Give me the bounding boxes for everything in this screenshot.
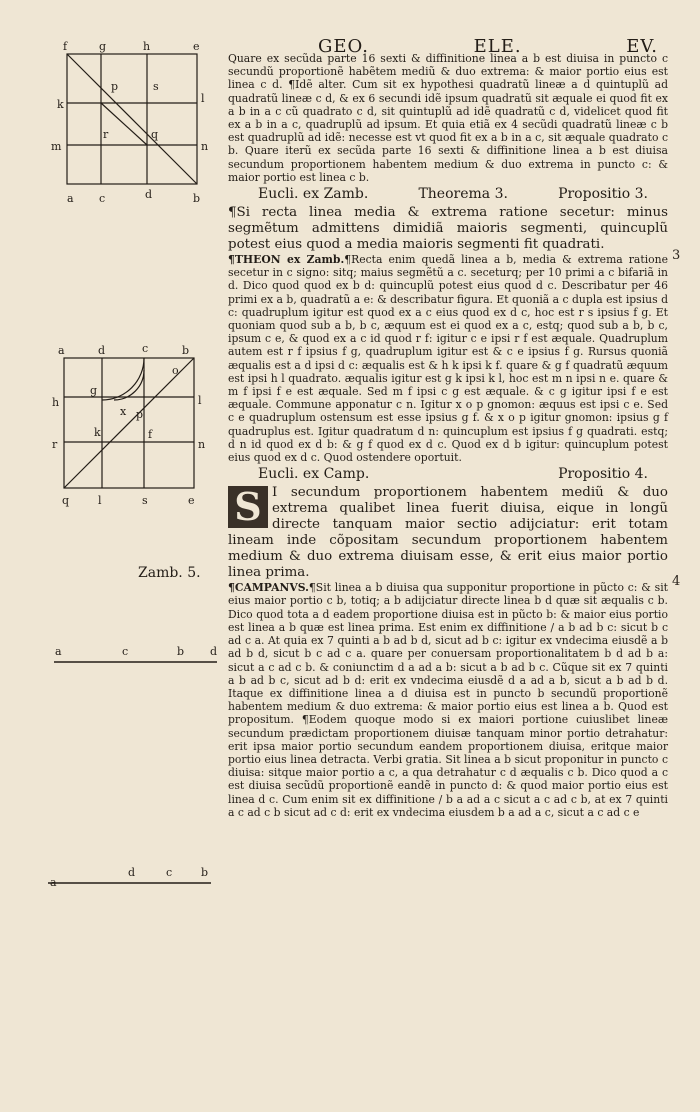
fig1-label-g: g [99,40,107,53]
fig3-label-c: c [122,645,129,658]
fig1-label-f: f [63,40,68,53]
section1-body: ¶Recta enim quedã linea a b, media & extrema ratione secetur in c signo: sitq; maius segmẽtũ a c. seceturq; per 10 primi a c bifariã in d. Dico quod quod ex b d: quincuplũ potest eius quod d c. Describatur per 46 primi ex a b, quadratũ a e: & describatur figura. Et quoniã a c dupla est ipsius d c: quadruplum igitur est quod ex a c eius quod ex d c, hoc est r s ipsius f g. Et quoniam quod sub a b, b c, æquum est ei quod ex a c, estq; quod sub a b, b c, ipsum c e, & quod ex a c id quod r f: igitur c e ipsi r f est æquale. Quadruplum autem est r f ipsius f g, quadruplum igitur est & c e ipsius f g. Rursus quoniã æqualis est a d ipsi d c: æqualis est & h k ipsi k f. quare & g f quadratũ æquum est ipsi h l quadrato. æqualis igitur est g k ipsi k l, hoc est m n ipsi n e. quare & m f ipsi f e est æquale. Sed m f ipsi c g est æquale. & c g igitur ipsi f e est æquale. Commune apponatur c n. Igitur x o p gnomon: æquus est ipsi c e. Sed c e quadruplum ostensum est esse ipsius g f. & x o p igitur gnomon: ipsius g f quadruplus est. Igitur quadratum d n: quincuplum est ipsius f g quadrati. estq; d n id quod ex d b: & g f quod ex d c. Quod ex d b igitur: quincuplum potest eius quod ex d c. Quod ostendere oportuit. [228,253,669,465]
header-left: GEO. [318,36,369,57]
margin-label-zamb: Zamb. 5. [138,565,201,581]
fig1-label-q: q [151,128,159,141]
fig3-label-d: d [210,645,218,658]
figure-square-1 [51,40,215,210]
fig2-label-b: b [182,344,190,357]
fig1-label-a: a [67,192,74,205]
section1-heading-right: Propositio 3. [558,186,648,203]
section1-enunciation: ¶Si recta linea media & extrema ratione secetur: minus segmẽtum admittens dimidiã maioris segmenti, quincuplũ potest eius quod a media maioris segmenti fit quadrati. [228,205,668,253]
figure-line-1 [52,640,222,670]
margin-number-3: 3 [672,248,681,263]
fig2-label-r: r [52,438,58,451]
fig2-label-f: f [148,428,153,441]
header-right: EV. [626,36,658,57]
section2-campanus [228,581,668,819]
fig2-label-n: n [198,438,206,451]
fig2-label-q: q [62,494,70,507]
fig2-label-l2: l [98,494,102,507]
section2-enunciation [228,485,668,581]
section2-body: ¶Sit linea a b diuisa qua supponitur proportione in pũcto c: & sit eius maior portio c b, totiq; a b adijciatur directe linea b d quæ sit æqualis c b. Dico quod tota a d eadem proportione diuisa est in pũcto b: & maior eius portio est linea a b quæ est linea prima. Est enim ex diffinitione / a b ad b c: sicut b c ad c a. At quia ex 7 quinti a b ad b d, sicut ad b c: igitur ex vndecima eiusdẽ a b ad b d, sicut b c ad c a. quare per conuersam proportionalitatem b d ad b a: sicut a c ad c b. & coniunctim d a ad a b: sicut a b ad b c. Cũque sit ex 7 quinti a b ad b c, sicut ad b d: erit ex vndecima eiusdẽ d a ad a b, sicut a b ad b d. Itaque ex diffinitione linea a d diuisa est in puncto b secundũ proportionẽ habentem medium & duo extrema: & maior portio eius est linea a b. Quod est propositum. ¶Eodem quoque modo si ex maiori portione cuiuslibet lineæ secundum prædictam proportionem diuisæ tanquam minor portio detrahatur: erit ipsa maior portio secundum eandem proportionem diuisa, eritque maior portio eius linea detracta. Verbi gratia. Sit linea a b sicut proponitur in puncto c diuisa: sitque maior portio a c, a qua detrahatur c d æqualis c b. Dico quod a c est diuisa secũdũ proportionẽ eandẽ in puncto d: & quod maior portio eius est linea d c. Cum enim sit ex diffinitione / b a ad a c sicut a c ad c b, at ex 7 quinti a c ad c b sicut ad c d: erit ex vndecima eiusdem b a ad a c, sicut a c ad c e [228,581,668,819]
fig1-label-e: e [193,40,200,53]
fig1-label-c: c [99,192,106,205]
section2-enunciation-text: I secundum proportionem habentem mediũ & duo extrema qualibet linea fuerit diuisa, eique in longũ directe tanquam maior sectio adijciatur: erit totam lineam inde cõpositam secundum proportionem habentem medium & duo extrema diuisam esse, & erit eius maior portio linea prima. [228,485,668,581]
fig1-label-m: m [51,140,62,153]
fig2-label-g: g [90,384,98,397]
fig3-label-a: a [55,645,62,658]
theon-label: ¶THEON ex Zamb. [228,253,345,267]
section2-heading-right: Propositio 4. [558,466,648,483]
campanus-label: ¶CAMPANVS. [228,581,309,595]
header-middle: ELE. [473,36,522,57]
fig2-label-e: e [188,494,195,507]
section2-heading [228,466,668,483]
paragraph-intro: Quare ex secũda parte 16 sexti & diffinitione linea a b est diuisa in puncto c secundũ proportionẽ habẽtem mediũ & duo extrema: & maior portio eius est linea c d. ¶Idẽ alter. Cum sit ex hypothesi quadratũ lineæ a d quintuplũ ad quadratũ lineæ c d, & ex 6 secundi idẽ ipsum quadratũ sit æquale ei quod fit ex a b in a c cũ quadrato c d, sit quintuplũ ad idẽ quadratũ c d, videlicet quod fit ex a b in a c, quadruplũ ad ipsum. Et quia etiã ex 4 secũdi quadratũ lineæ c b est quadruplũ ad idẽ: necesse est vt quod fit ex a b in a c, sit æquale quadrato c b. Quare iterũ ex secũda parte 16 sexti & diffinitione linea a b est diuisa secundum proportionem habentem medium & duo extrema in puncto c: & maior portio est linea c b. [228,52,668,184]
fig2-label-c: c [142,342,149,355]
fig1-label-p: p [111,80,119,93]
fig2-label-s: s [142,494,148,507]
section1-theon [228,253,668,464]
figure-square-2 [52,340,217,510]
fig2-label-p: p [136,408,144,421]
section2-heading-left: Eucli. ex Camp. [258,466,370,483]
section1-heading-left: Eucli. ex Zamb. [258,186,369,203]
fig2-label-a: a [58,344,65,357]
fig4-label-c: c [166,866,173,879]
fig2-label-h: h [52,396,60,409]
dropcap-letter: S [228,486,268,528]
main-text-column [228,52,668,819]
fig1-label-s: s [153,80,159,93]
fig1-label-b: b [193,192,201,205]
section1-heading-mid: Theorema 3. [418,186,508,203]
fig2-label-d: d [98,344,106,357]
fig2-label-l: l [198,394,202,407]
margin-number-4: 4 [672,574,681,589]
fig1-label-r: r [103,128,109,141]
fig2-label-o: o [172,364,179,377]
fig1-label-l: l [201,92,205,105]
fig4-label-b: b [201,866,209,879]
figure-line-2 [46,862,216,892]
fig4-label-d: d [128,866,136,879]
fig1-label-k: k [57,98,64,111]
fig2-label-x: x [120,405,127,418]
fig3-label-b: b [177,645,185,658]
section1-heading [228,186,668,203]
fig1-label-n: n [201,140,209,153]
fig1-label-d: d [145,188,153,201]
fig1-label-h: h [143,40,151,53]
fig4-label-a: a [50,876,57,889]
fig2-label-k: k [94,426,101,439]
